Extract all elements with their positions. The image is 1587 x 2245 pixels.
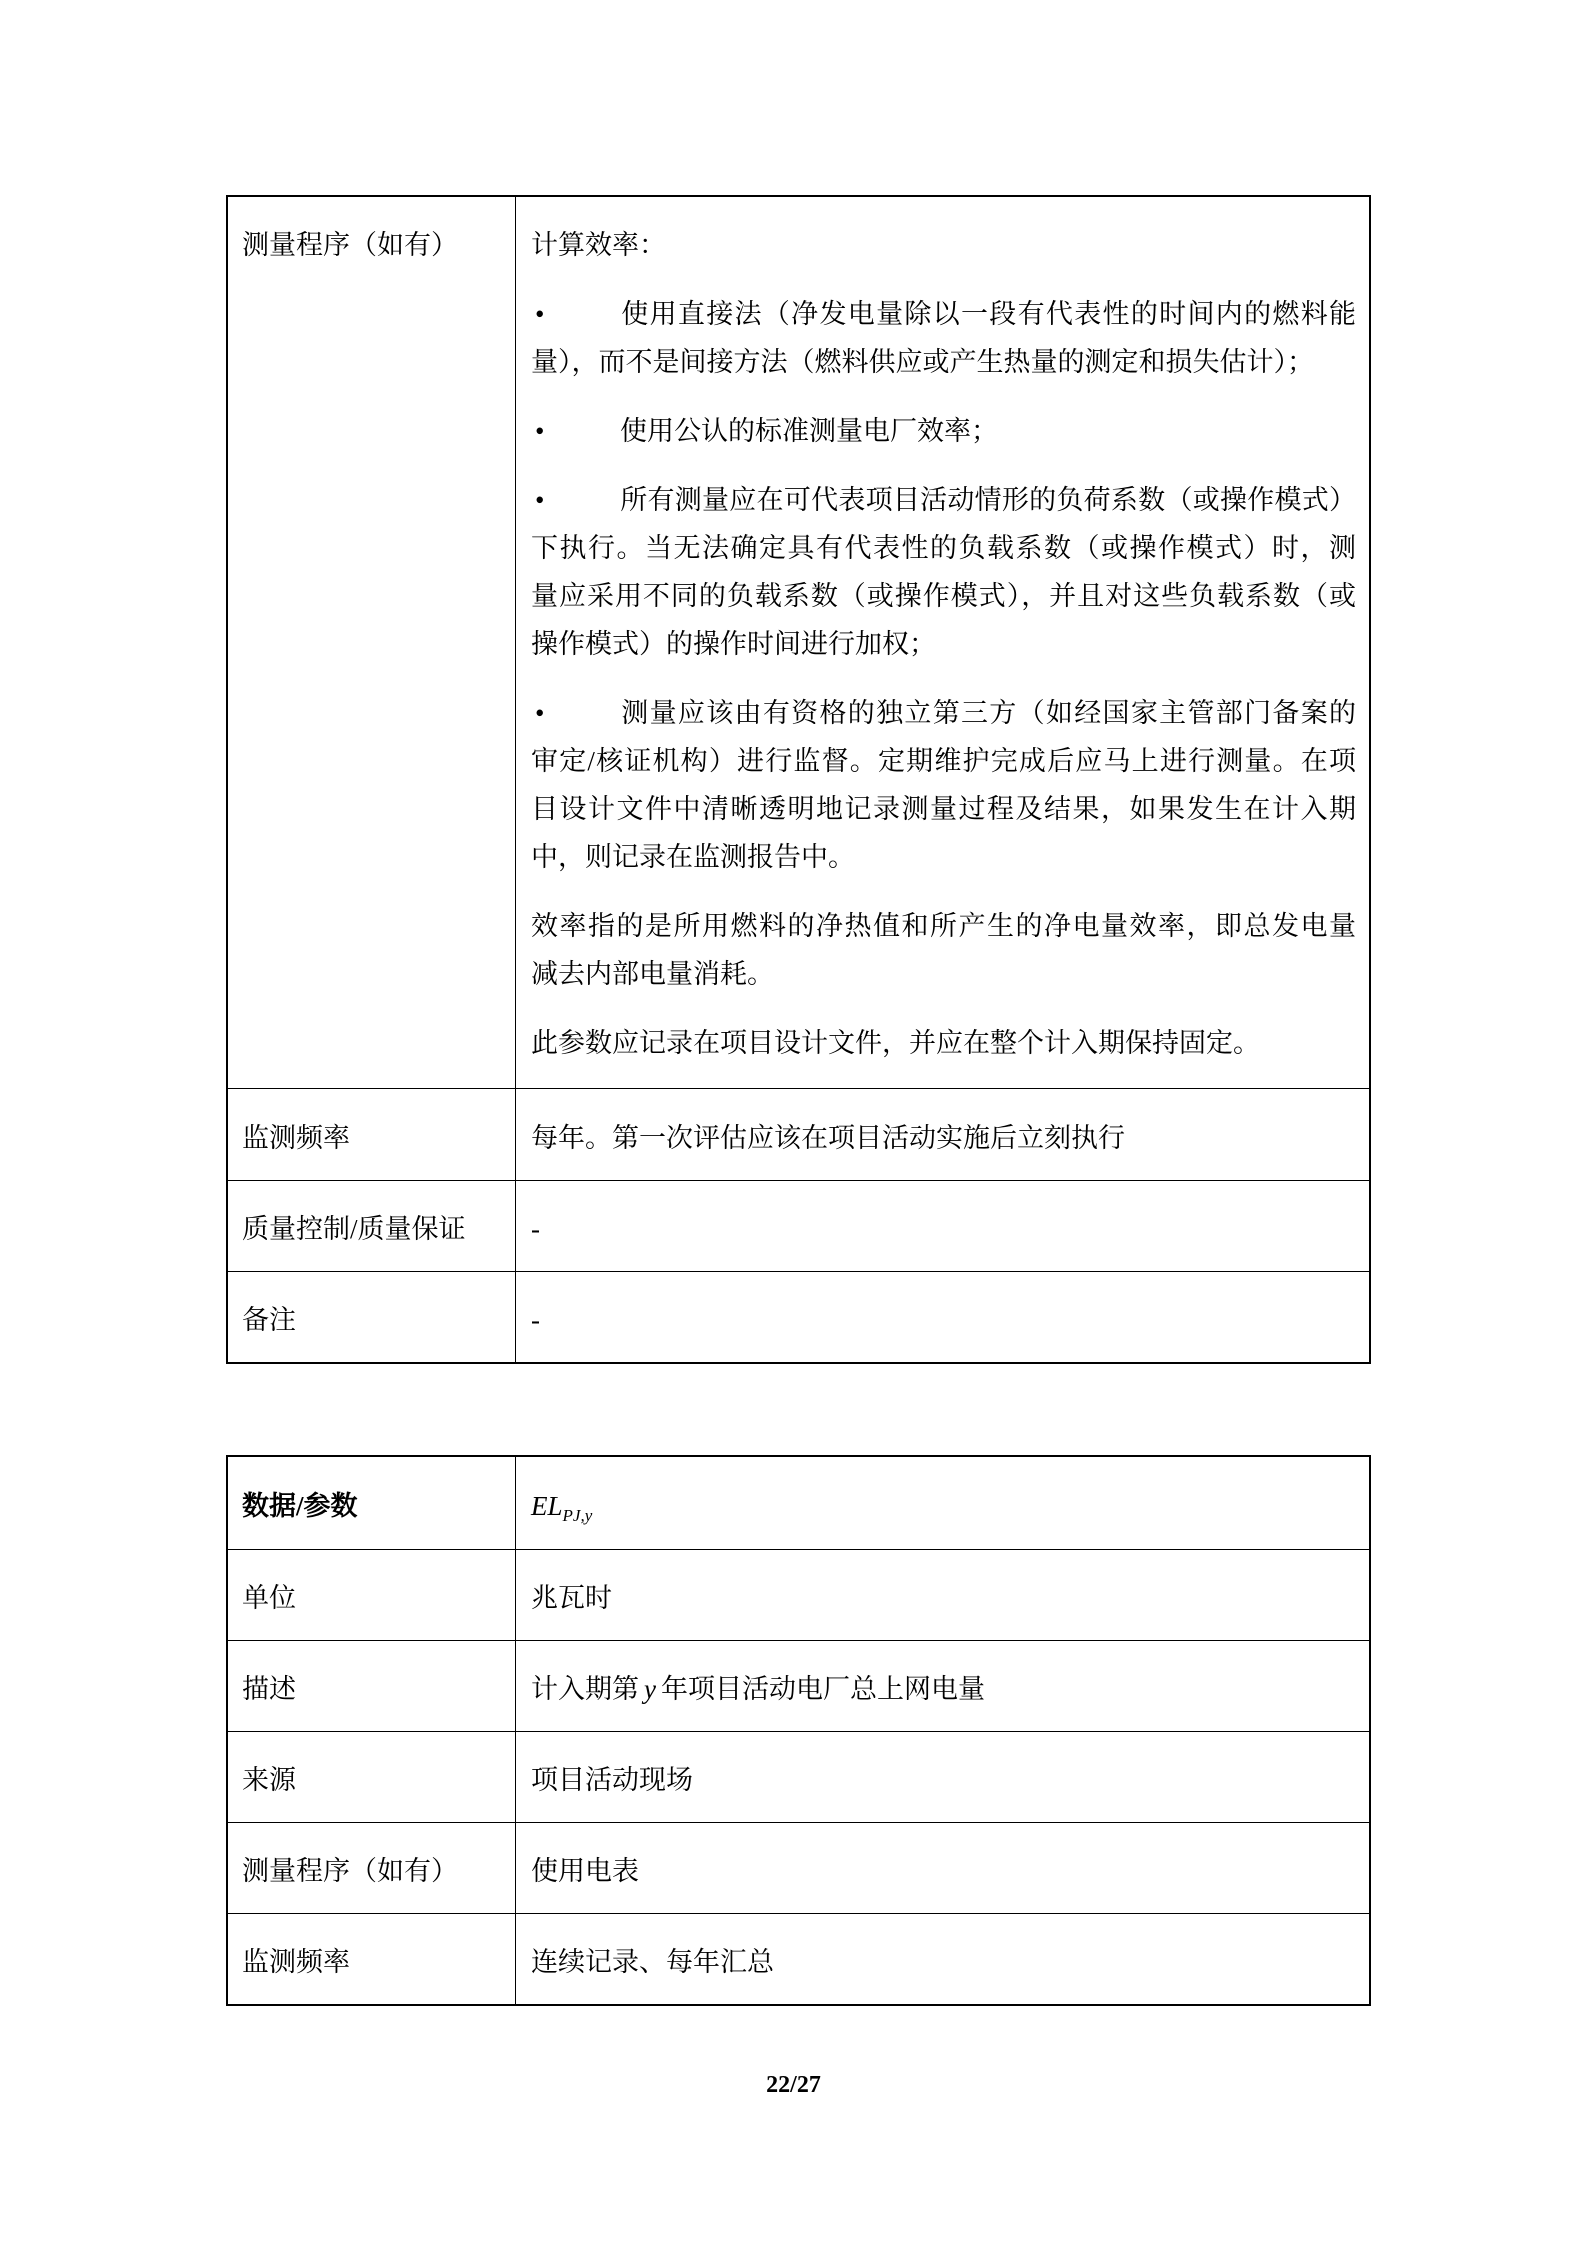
paragraph: [531, 221, 1356, 269]
row-label: 质量控制/质量保证: [242, 1214, 466, 1244]
text-line: [531, 476, 1356, 524]
text-line: 量），而不是间接方法（燃料供应或产生热量的测定和损失估计）；: [531, 347, 1314, 377]
table-row: [228, 1913, 1369, 2004]
row-value: -: [531, 1305, 540, 1335]
row-label: 单位: [242, 1583, 296, 1613]
table-row: [228, 1180, 1369, 1271]
text-line: [531, 290, 1356, 338]
row-label: 监测频率: [242, 1947, 350, 1977]
label-cell: [228, 1732, 516, 1822]
table-row: [228, 1271, 1369, 1362]
row-value: 连续记录、每年汇总: [531, 1947, 774, 1977]
value-cell: [516, 1641, 1369, 1731]
value-cell: [516, 1823, 1369, 1913]
label-cell: [228, 1914, 516, 2004]
label-cell: [228, 1823, 516, 1913]
paragraph: [531, 1019, 1356, 1067]
row-label: 数据/参数: [242, 1491, 358, 1521]
description-text: [531, 1665, 985, 1713]
text-line: 中，则记录在监测报告中。: [531, 842, 855, 872]
table-row: [228, 197, 1369, 1088]
value-cell: [516, 1272, 1369, 1362]
bullet-icon: •: [535, 485, 545, 515]
table-row: [228, 1549, 1369, 1640]
row-value: 使用电表: [531, 1856, 639, 1886]
value-cell: [516, 1181, 1369, 1271]
description-before: 计入期第: [531, 1674, 639, 1704]
row-value: 每年。第一次评估应该在项目活动实施后立刻执行: [531, 1122, 1125, 1153]
text-line: 下执行。当无法确定具有代表性的负载系数（或操作模式）时，测: [531, 533, 1356, 563]
bullet-icon: •: [535, 698, 545, 728]
row-label: 来源: [242, 1765, 296, 1795]
text-line: [531, 689, 1356, 737]
table-row: [228, 1457, 1369, 1549]
text-line: [531, 407, 1356, 455]
text-line: 减去内部电量消耗。: [531, 959, 774, 989]
bullet-item: [531, 689, 1356, 881]
bullet-icon: •: [535, 299, 545, 329]
text-line: 量应采用不同的负载系数（或操作模式），并且对这些负载系数（或: [531, 581, 1356, 611]
value-cell: [516, 1914, 1369, 2004]
row-value: 项目活动现场: [531, 1765, 693, 1795]
row-value: 兆瓦时: [531, 1583, 612, 1613]
description-after: 年项目活动电厂总上网电量: [660, 1674, 985, 1704]
symbol-base: EL: [531, 1491, 563, 1521]
row-label: 监测频率: [242, 1122, 350, 1153]
label-cell: [228, 1272, 516, 1362]
text-line: 操作模式）的操作时间进行加权；: [531, 629, 936, 659]
label-cell: [228, 1089, 516, 1180]
label-cell: [228, 1550, 516, 1640]
line-text: 测量应该由有资格的独立第三方（如经国家主管部门备案的: [620, 698, 1356, 728]
value-cell: [516, 1089, 1369, 1180]
value-cell: [516, 1457, 1369, 1549]
parameter-table-continued: [226, 195, 1371, 1364]
paragraph: [531, 902, 1356, 998]
text-line: 目设计文件中清晰透明地记录测量过程及结果，如果发生在计入期: [531, 794, 1356, 824]
value-cell: [516, 1732, 1369, 1822]
label-cell: [228, 1641, 516, 1731]
value-cell: [516, 197, 1369, 1088]
row-label: 测量程序（如有）: [242, 230, 458, 260]
text-line: 效率指的是所用燃料的净热值和所产生的净电量效率，即总发电量: [531, 911, 1356, 941]
table-row: [228, 1640, 1369, 1731]
table-row: [228, 1822, 1369, 1913]
variable-y: y: [644, 1674, 656, 1704]
label-cell: [228, 1181, 516, 1271]
parameter-table-el-pj-y: [226, 1455, 1371, 2006]
table-row: [228, 1731, 1369, 1822]
line-text: 所有测量应在可代表项目活动情形的负荷系数（或操作模式）: [620, 485, 1356, 515]
row-label: 备注: [242, 1305, 296, 1335]
bullet-item: [531, 290, 1356, 386]
value-cell: [516, 1550, 1369, 1640]
symbol-subscript: PJ,y: [562, 1506, 593, 1525]
page-number: 22/27: [766, 2072, 821, 2098]
row-label: 描述: [242, 1674, 296, 1704]
line-text: 使用公认的标准测量电厂效率；: [620, 416, 998, 446]
label-cell: [228, 1457, 516, 1549]
row-label: 测量程序（如有）: [242, 1856, 458, 1886]
label-cell: [228, 197, 516, 1088]
bullet-icon: •: [535, 416, 545, 446]
table-row: [228, 1088, 1369, 1180]
text-line: 此参数应记录在项目设计文件，并应在整个计入期保持固定。: [531, 1028, 1260, 1058]
row-value: -: [531, 1214, 540, 1244]
line-text: 使用直接法（净发电量除以一段有代表性的时间内的燃料能: [620, 299, 1356, 329]
text-line: 审定/核证机构）进行监督。定期维护完成后应马上进行测量。在项: [531, 746, 1356, 776]
text-line: 计算效率：: [531, 230, 666, 260]
bullet-item: [531, 476, 1356, 668]
parameter-symbol: [531, 1482, 592, 1530]
bullet-item: [531, 407, 1356, 455]
